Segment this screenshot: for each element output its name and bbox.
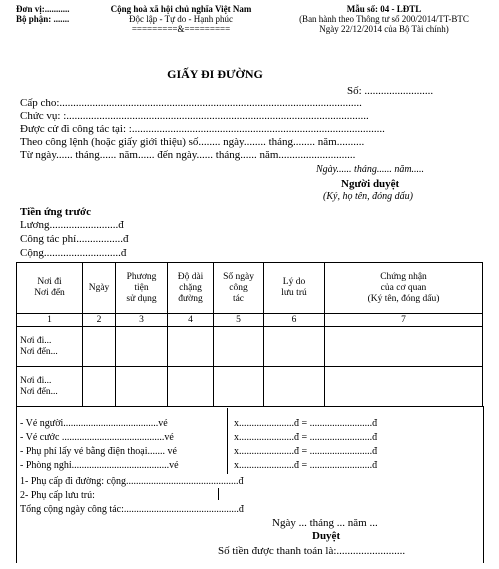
col-number: 4	[168, 314, 214, 327]
footer-approve: Duyệt	[312, 530, 341, 542]
field-tu-ngay: Từ ngày...... tháng...... năm...... đến ngày...... tháng...... năm............................	[20, 149, 356, 161]
empty-cell	[116, 327, 168, 367]
allowance-luu-tru: 2- Phụ cấp lưu trú:	[20, 490, 95, 501]
footer-amount: Số tiền được thanh toán là:.........................	[218, 545, 406, 557]
national-motto: Độc lập - Tự do - Hạnh phúc	[129, 14, 233, 24]
advance-luong: Lương.........................đ	[20, 219, 124, 231]
approver-date: Ngày...... tháng...... năm.....	[316, 164, 425, 175]
itinerary-table	[16, 262, 483, 407]
field-chuc-vu: Chức vụ: :..............................................................................................................	[20, 110, 369, 122]
approver-title: Người duyệt	[341, 178, 400, 190]
issued-by-line1: (Ban hành theo Thông tư số 200/2014/TT-BTC	[299, 14, 469, 24]
table-row	[17, 327, 483, 367]
empty-cell	[116, 367, 168, 407]
field-cap-cho: Cấp cho:..............................................................................................................	[20, 97, 362, 109]
footer-date: Ngày ... tháng ... năm ...	[272, 517, 378, 529]
empty-cell	[83, 327, 116, 367]
row-route: Nơi đi... Nơi đến...	[17, 327, 83, 367]
col-number: 1	[17, 314, 83, 327]
empty-cell	[264, 327, 325, 367]
approver-note: (Ký, họ tên, đóng dấu)	[323, 191, 413, 202]
header-ngay: Ngày	[83, 263, 116, 314]
row-route: Nơi đi... Nơi đến...	[17, 367, 83, 407]
empty-cell	[83, 367, 116, 407]
table-header-row	[17, 263, 483, 314]
col-number: 3	[116, 314, 168, 327]
header-do-dai: Độ dài chặng đường	[168, 263, 214, 314]
expense-amount: x......................đ = .........................đ	[234, 418, 378, 429]
empty-cell	[168, 367, 214, 407]
expense-ve-nguoi: - Vé người......................................vé	[20, 418, 168, 429]
empty-cell	[214, 327, 264, 367]
header-chung-nhan: Chứng nhận của cơ quan (Ký tên, đóng dấu)	[325, 263, 483, 314]
field-theo-cong-lenh: Theo công lệnh (hoặc giấy giới thiệu) số........ ngày........ tháng........ năm..........	[20, 136, 365, 148]
page-title: GIẤY ĐI ĐƯỜNG	[167, 67, 263, 81]
empty-cell	[325, 367, 483, 407]
empty-cell	[168, 327, 214, 367]
expense-phu-phi: - Phụ phí lấy vé bằng điện thoại....... vé	[20, 446, 177, 457]
header-phuong-tien: Phương tiện sử dụng	[116, 263, 168, 314]
expenses-divider	[227, 408, 228, 474]
allowance-di-duong: 1- Phụ cấp đi đường: cộng.............................................đ	[20, 476, 244, 487]
country-name: Cộng hoà xã hội chủ nghĩa Việt Nam	[110, 4, 252, 14]
expense-phong-nghi: - Phòng nghỉ.......................................vé	[20, 460, 179, 471]
form-number: Mẫu số: 04 - LĐTL	[346, 4, 422, 14]
table-number-row	[17, 314, 483, 327]
issued-by-line2: Ngày 22/12/2014 của Bộ Tài chính)	[319, 24, 449, 34]
header-divider: =========&=========	[131, 24, 231, 34]
empty-cell	[264, 367, 325, 407]
expense-amount: x......................đ = .........................đ	[234, 432, 378, 443]
advance-cong-tac-phi: Công tác phí.................đ	[20, 233, 129, 245]
dept-label: Bộ phận: .......	[16, 14, 70, 24]
empty-cell	[214, 367, 264, 407]
unit-label: Đơn vị:...........	[16, 4, 70, 14]
col-number: 6	[264, 314, 325, 327]
expense-amount: x......................đ = .........................đ	[234, 460, 378, 471]
field-duoc-cu: Được cử đi công tác tại: :............................................................................................	[20, 123, 385, 135]
empty-cell	[325, 327, 483, 367]
col-number: 5	[214, 314, 264, 327]
expense-amount: x......................đ = .........................đ	[234, 446, 378, 457]
allowance-divider	[218, 488, 219, 500]
advance-heading: Tiền ứng trước	[20, 206, 92, 218]
advance-cong: Cộng............................đ	[20, 247, 127, 259]
col-number: 7	[325, 314, 483, 327]
header-so-ngay: Số ngày công tác	[214, 263, 264, 314]
expense-ve-cuoc: - Vé cước .........................................vé	[20, 432, 174, 443]
col-number: 2	[83, 314, 116, 327]
table-row	[17, 367, 483, 407]
allowance-tong-cong: Tổng cộng ngày công tác:..............................................đ	[20, 504, 244, 515]
header-ly-do: Lý do lưu trú	[264, 263, 325, 314]
document-number: Số: .........................	[347, 85, 434, 97]
header-noi-di: Nơi đi Nơi đến	[17, 263, 83, 314]
